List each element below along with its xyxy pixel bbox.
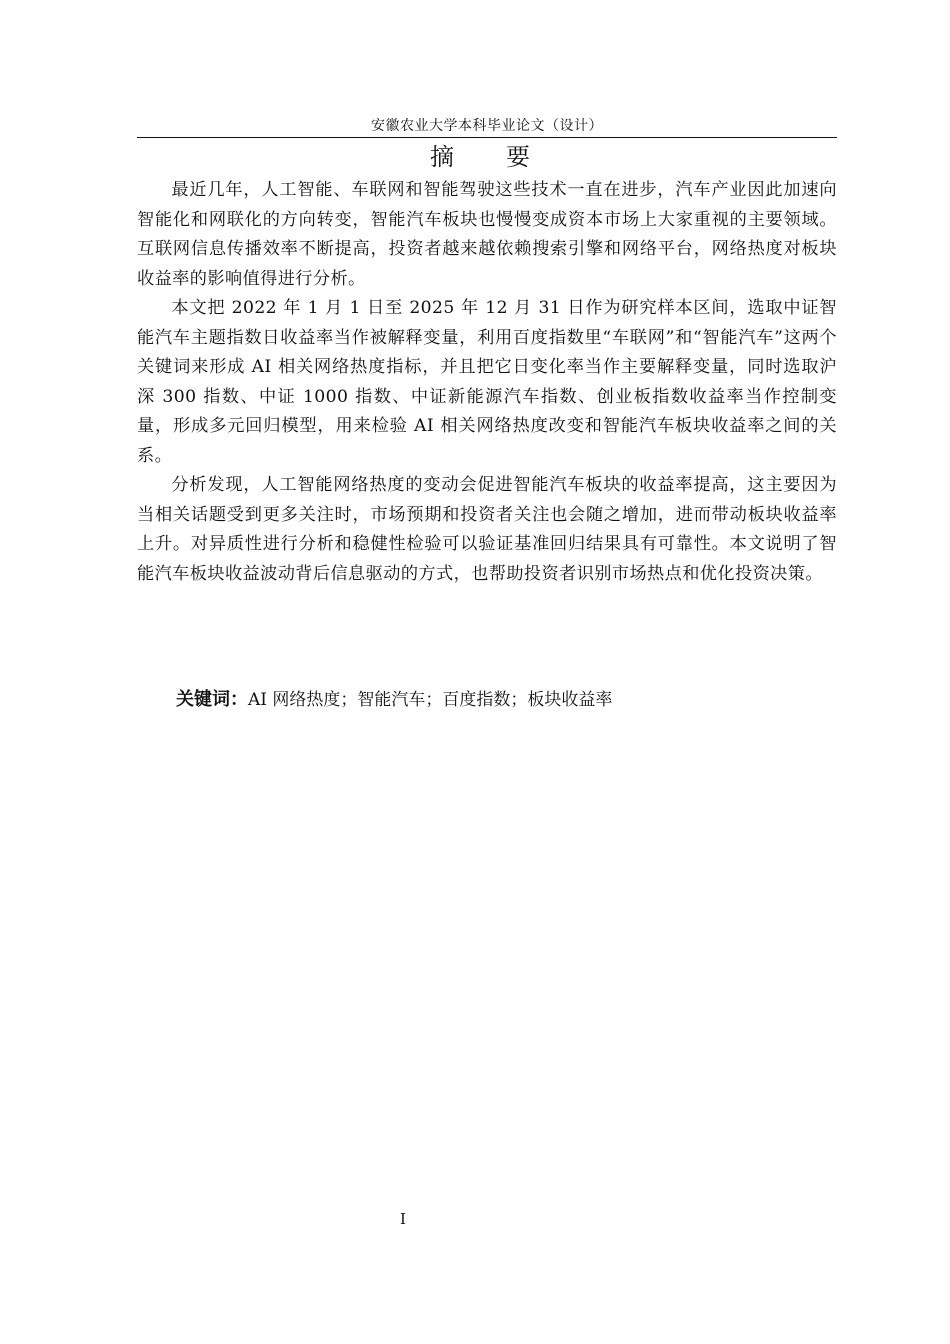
abstract-paragraph-1: 最近几年，人工智能、车联网和智能驾驶这些技术一直在进步，汽车产业因此加速向智能化和网联化的方向转变，智能汽车板块也慢慢变成资本市场上大家重视的主要领域。互联网信息传播效率不断提高，投资者越来越依赖搜索引擎和网络平台，网络热度对板块收益率的影响值得进行分析。 bbox=[137, 180, 837, 289]
running-header: 安徽农业大学本科毕业论文（设计） bbox=[371, 118, 603, 134]
abstract-title: 摘 要 bbox=[430, 143, 544, 171]
keywords-text: AI 网络热度；智能汽车；百度指数；板块收益率 bbox=[248, 690, 613, 710]
abstract-body bbox=[137, 176, 837, 589]
keywords-label: 关键词： bbox=[176, 689, 248, 710]
page-number: I bbox=[400, 1210, 406, 1228]
abstract-paragraph-2: 本文把 2022 年 1 月 1 日至 2025 年 12 月 31 日作为研究样本区间，选取中证智能汽车主题指数日收益率当作被解释变量，利用百度指数里“车联网”和“智能汽车”这两个关键词来形成 AI 相关网络热度指标，并且把它日变化率当作主要解释变量，同时选取沪深 300 指数、中证 1000 指数、中证新能源汽车指数、创业板指数收益率当作控制变量，形成多元回归模型，用来检验 AI 相关网络热度改变和智能汽车板块收益率之间的关系。 bbox=[137, 298, 837, 466]
keywords-line bbox=[176, 686, 826, 714]
abstract-paragraph-3: 分析发现，人工智能网络热度的变动会促进智能汽车板块的收益率提高，这主要因为当相关话题受到更多关注时，市场预期和投资者关注也会随之增加，进而带动板块收益率上升。对异质性进行分析和稳健性检验可以验证基准回归结果具有可靠性。本文说明了智能汽车板块收益波动背后信息驱动的方式，也帮助投资者识别市场热点和优化投资决策。 bbox=[137, 475, 837, 584]
header-rule bbox=[137, 137, 837, 138]
